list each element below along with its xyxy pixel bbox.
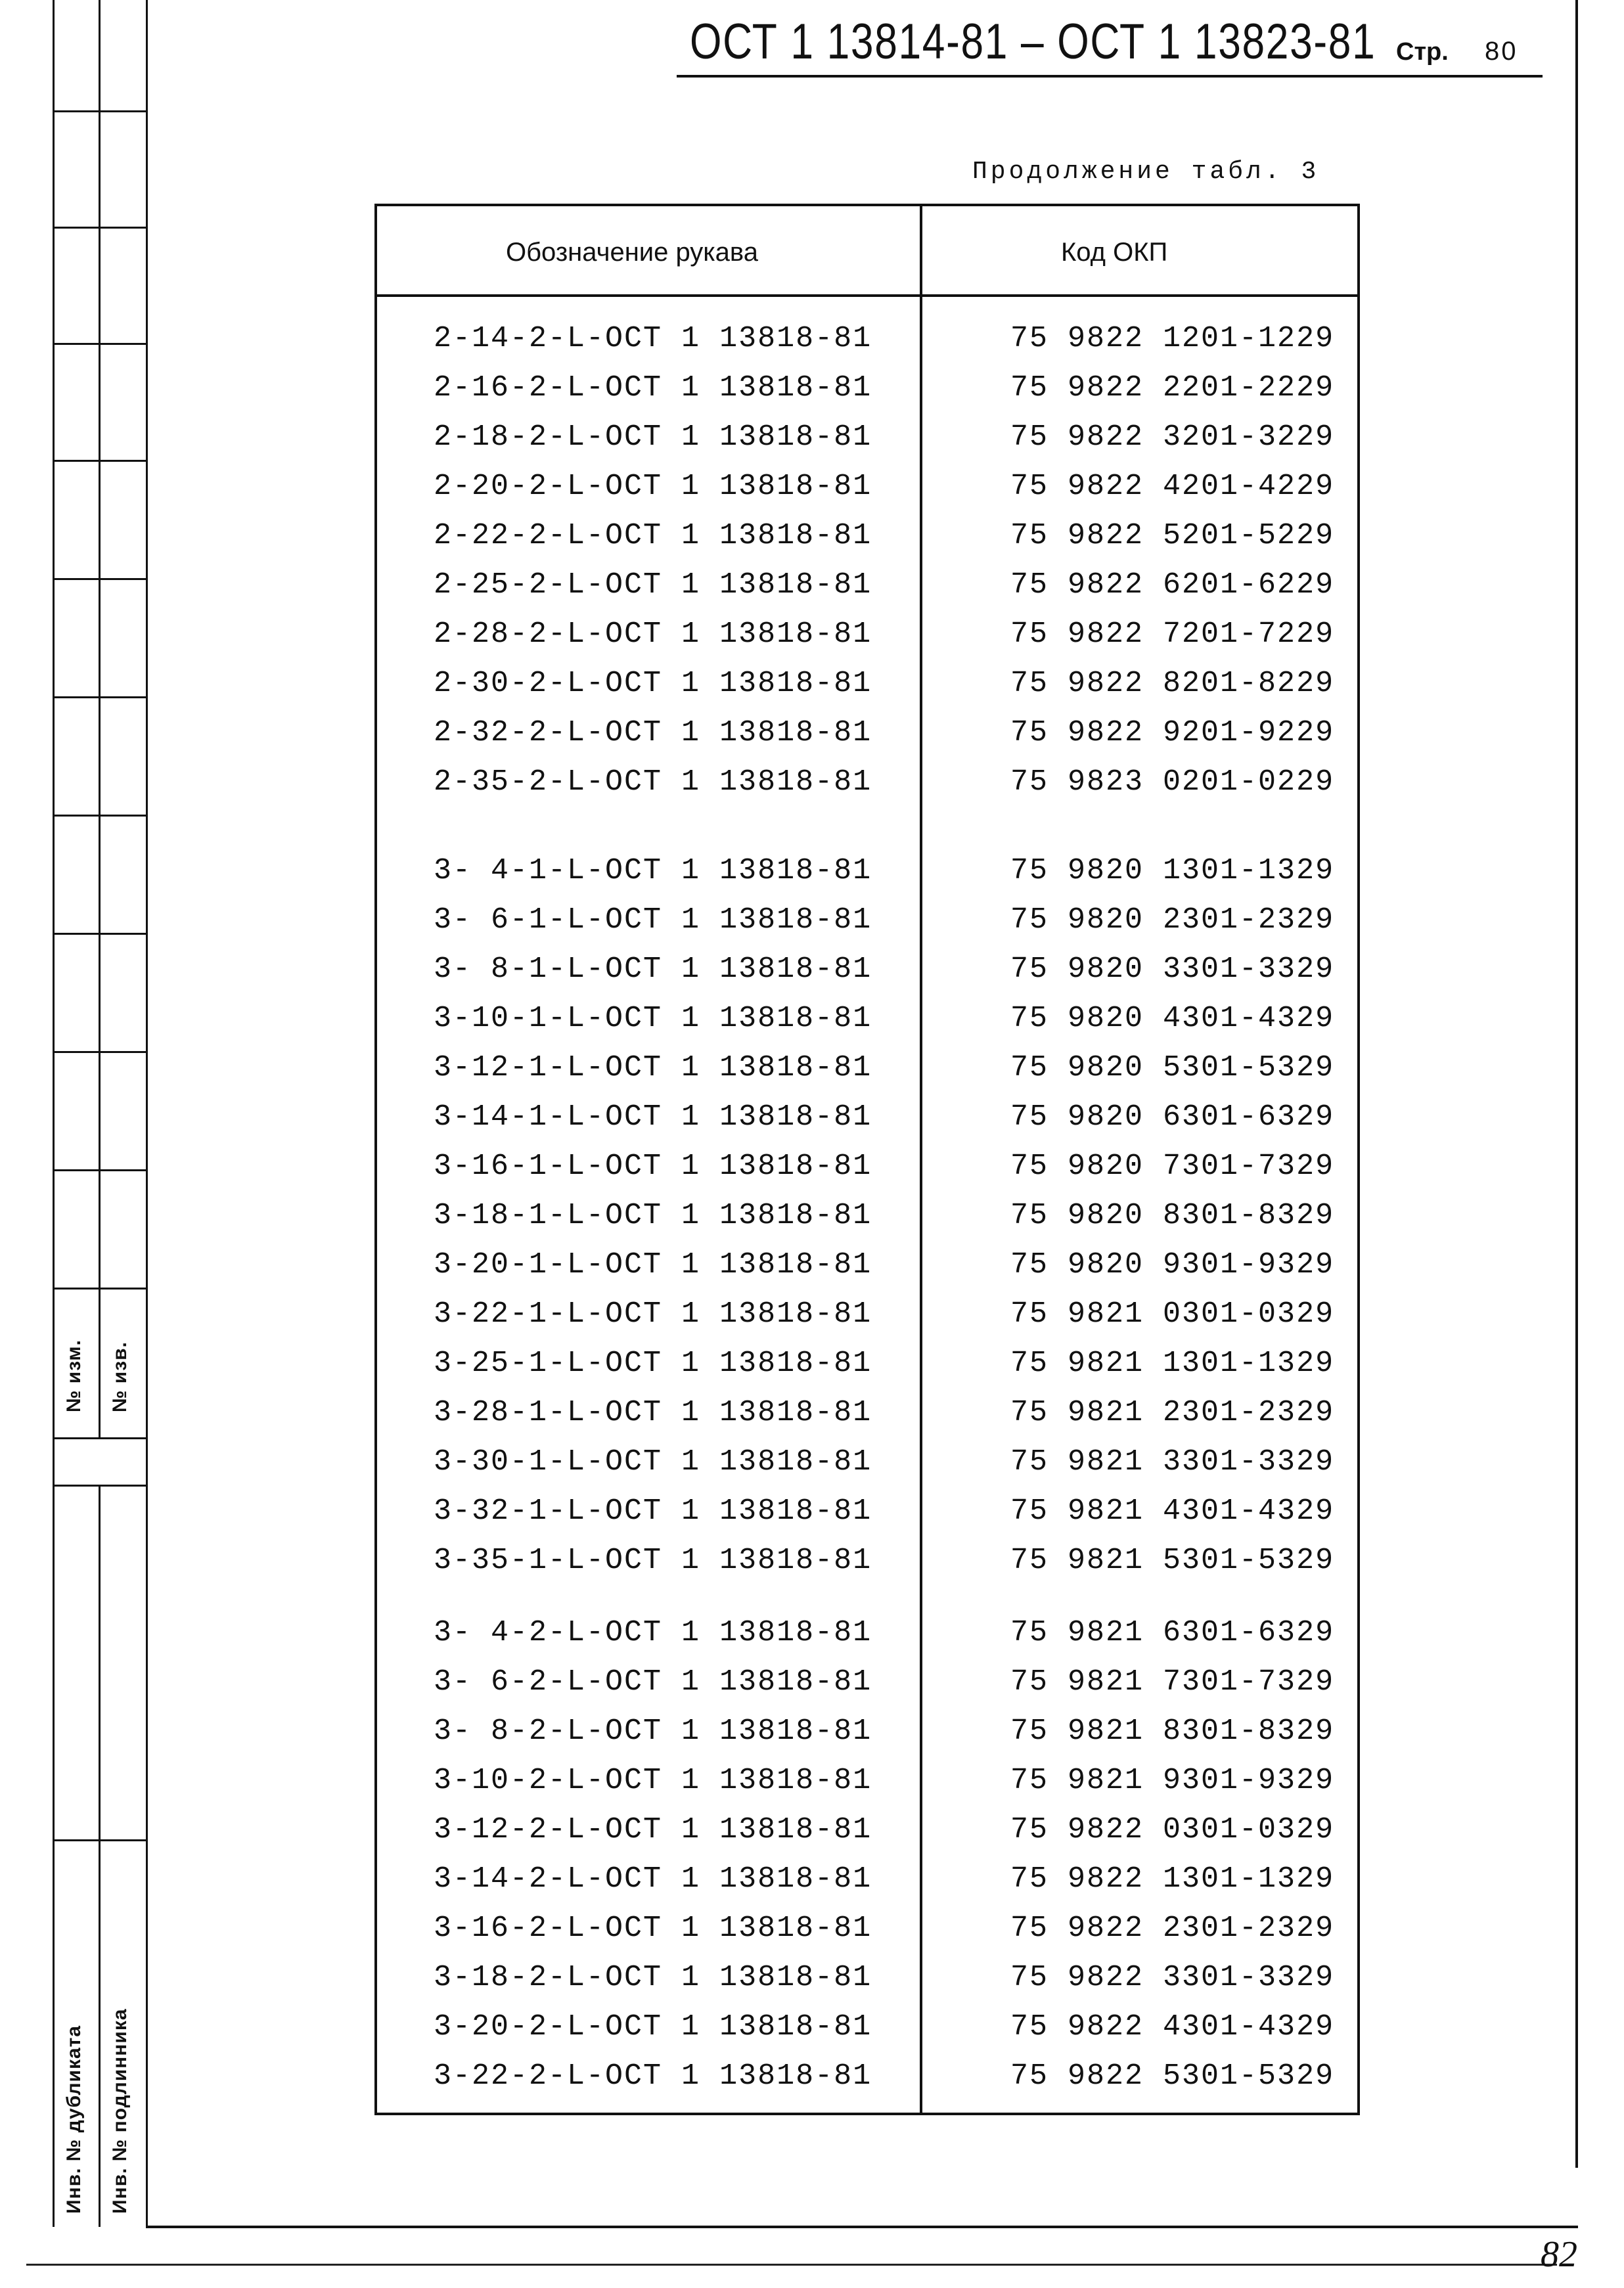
hose-designation: 2-28-2-L-ОСТ 1 13818-81 — [434, 617, 872, 651]
hose-designation: 3-28-1-L-ОСТ 1 13818-81 — [434, 1396, 872, 1429]
okp-code: 75 9822 3301-3329 — [1010, 1961, 1335, 1994]
hose-designation: 2-25-2-L-ОСТ 1 13818-81 — [434, 568, 872, 602]
hose-designation: 3-10-2-L-ОСТ 1 13818-81 — [434, 1764, 872, 1797]
hose-designation: 2-22-2-L-ОСТ 1 13818-81 — [434, 519, 872, 552]
okp-code: 75 9822 1201-1229 — [1010, 322, 1335, 355]
okp-code: 75 9822 8201-8229 — [1010, 667, 1335, 700]
column-header-designation: Обозначение рукава — [506, 238, 758, 267]
hose-designation: 3-18-2-L-ОСТ 1 13818-81 — [434, 1961, 872, 1994]
okp-code: 75 9820 3301-3329 — [1010, 953, 1335, 986]
okp-code: 75 9822 4201-4229 — [1010, 470, 1335, 503]
margin-izv: № изв. — [109, 1341, 131, 1412]
table-caption: Продолжение табл. 3 — [972, 158, 1320, 186]
okp-code: 75 9821 6301-6329 — [1010, 1616, 1335, 1649]
hose-designation: 2-16-2-L-ОСТ 1 13818-81 — [434, 371, 872, 405]
hose-designation: 3-32-1-L-ОСТ 1 13818-81 — [434, 1494, 872, 1528]
hose-designation: 3-22-2-L-ОСТ 1 13818-81 — [434, 2059, 872, 2093]
okp-code: 75 9820 1301-1329 — [1010, 854, 1335, 887]
doc-title: ОСТ 1 13814-81 – ОСТ 1 13823-81 — [690, 14, 1376, 70]
title-rule — [677, 75, 1543, 78]
hose-designation: 2-14-2-L-ОСТ 1 13818-81 — [434, 322, 872, 355]
hose-designation: 3-35-1-L-ОСТ 1 13818-81 — [434, 1544, 872, 1577]
okp-code: 75 9822 7201-7229 — [1010, 617, 1335, 651]
okp-code: 75 9821 3301-3329 — [1010, 1445, 1335, 1479]
hose-designation: 3- 6-1-L-ОСТ 1 13818-81 — [434, 903, 872, 937]
hose-designation: 3-12-2-L-ОСТ 1 13818-81 — [434, 1813, 872, 1847]
column-header-okp-code: Код ОКП — [1061, 238, 1168, 267]
hose-designation: 2-35-2-L-ОСТ 1 13818-81 — [434, 765, 872, 799]
hose-designation: 3-30-1-L-ОСТ 1 13818-81 — [434, 1445, 872, 1479]
okp-code: 75 9820 2301-2329 — [1010, 903, 1335, 937]
hose-designation: 3-14-1-L-ОСТ 1 13818-81 — [434, 1100, 872, 1134]
table-header-rule — [374, 294, 1360, 297]
okp-code: 75 9821 0301-0329 — [1010, 1297, 1335, 1331]
hose-designation: 3-10-1-L-ОСТ 1 13818-81 — [434, 1002, 872, 1035]
hose-designation: 2-30-2-L-ОСТ 1 13818-81 — [434, 667, 872, 700]
okp-code: 75 9821 8301-8329 — [1010, 1715, 1335, 1748]
okp-code: 75 9821 2301-2329 — [1010, 1396, 1335, 1429]
page-frame-bottom — [146, 2226, 1578, 2228]
hose-designation: 3- 8-1-L-ОСТ 1 13818-81 — [434, 953, 872, 986]
hose-designation: 3- 4-2-L-ОСТ 1 13818-81 — [434, 1616, 872, 1649]
okp-code: 75 9822 1301-1329 — [1010, 1862, 1335, 1896]
okp-code: 75 9822 2301-2329 — [1010, 1912, 1335, 1945]
okp-code: 75 9820 6301-6329 — [1010, 1100, 1335, 1134]
bottom-rule — [26, 2264, 1557, 2266]
okp-code: 75 9822 0301-0329 — [1010, 1813, 1335, 1847]
okp-code: 75 9821 5301-5329 — [1010, 1544, 1335, 1577]
okp-code: 75 9821 1301-1329 — [1010, 1347, 1335, 1380]
okp-code: 75 9820 7301-7329 — [1010, 1150, 1335, 1183]
hose-designation: 3-16-2-L-ОСТ 1 13818-81 — [434, 1912, 872, 1945]
okp-code: 75 9822 4301-4329 — [1010, 2010, 1335, 2044]
table-column-divider — [920, 204, 922, 2115]
okp-code: 75 9820 9301-9329 — [1010, 1248, 1335, 1282]
page-label: Стр. — [1396, 38, 1449, 66]
sheet-number: 82 — [1541, 2234, 1577, 2275]
hose-designation: 3- 8-2-L-ОСТ 1 13818-81 — [434, 1715, 872, 1748]
okp-code: 75 9820 4301-4329 — [1010, 1002, 1335, 1035]
okp-code: 75 9823 0201-0229 — [1010, 765, 1335, 799]
okp-code: 75 9821 7301-7329 — [1010, 1665, 1335, 1699]
okp-code: 75 9820 5301-5329 — [1010, 1051, 1335, 1085]
hose-designation: 3-12-1-L-ОСТ 1 13818-81 — [434, 1051, 872, 1085]
hose-designation: 3-20-1-L-ОСТ 1 13818-81 — [434, 1248, 872, 1282]
okp-code: 75 9822 6201-6229 — [1010, 568, 1335, 602]
hose-designation: 3-18-1-L-ОСТ 1 13818-81 — [434, 1199, 872, 1232]
page-frame-left — [146, 0, 148, 2227]
page-number: 80 — [1485, 37, 1518, 66]
okp-code: 75 9820 8301-8329 — [1010, 1199, 1335, 1232]
okp-code: 75 9822 3201-3229 — [1010, 420, 1335, 454]
hose-designation: 3-20-2-L-ОСТ 1 13818-81 — [434, 2010, 872, 2044]
hose-designation: 3-16-1-L-ОСТ 1 13818-81 — [434, 1150, 872, 1183]
hose-designation: 3- 4-1-L-ОСТ 1 13818-81 — [434, 854, 872, 887]
hose-designation: 3-25-1-L-ОСТ 1 13818-81 — [434, 1347, 872, 1380]
hose-designation: 3-14-2-L-ОСТ 1 13818-81 — [434, 1862, 872, 1896]
okp-code: 75 9821 9301-9329 — [1010, 1764, 1335, 1797]
okp-code: 75 9822 2201-2229 — [1010, 371, 1335, 405]
okp-code: 75 9821 4301-4329 — [1010, 1494, 1335, 1528]
okp-code: 75 9822 9201-9229 — [1010, 716, 1335, 750]
margin-inv-podl: Инв. № подлинника — [109, 2008, 131, 2214]
hose-designation: 2-20-2-L-ОСТ 1 13818-81 — [434, 470, 872, 503]
hose-designation: 3- 6-2-L-ОСТ 1 13818-81 — [434, 1665, 872, 1699]
page-frame-right — [1575, 0, 1578, 2168]
hose-designation: 3-22-1-L-ОСТ 1 13818-81 — [434, 1297, 872, 1331]
hose-designation: 2-32-2-L-ОСТ 1 13818-81 — [434, 716, 872, 750]
margin-inv-dubl: Инв. № дубликата — [63, 2025, 85, 2214]
hose-designation: 2-18-2-L-ОСТ 1 13818-81 — [434, 420, 872, 454]
okp-code: 75 9822 5301-5329 — [1010, 2059, 1335, 2093]
okp-code: 75 9822 5201-5229 — [1010, 519, 1335, 552]
margin-izm: № изм. — [63, 1339, 85, 1412]
